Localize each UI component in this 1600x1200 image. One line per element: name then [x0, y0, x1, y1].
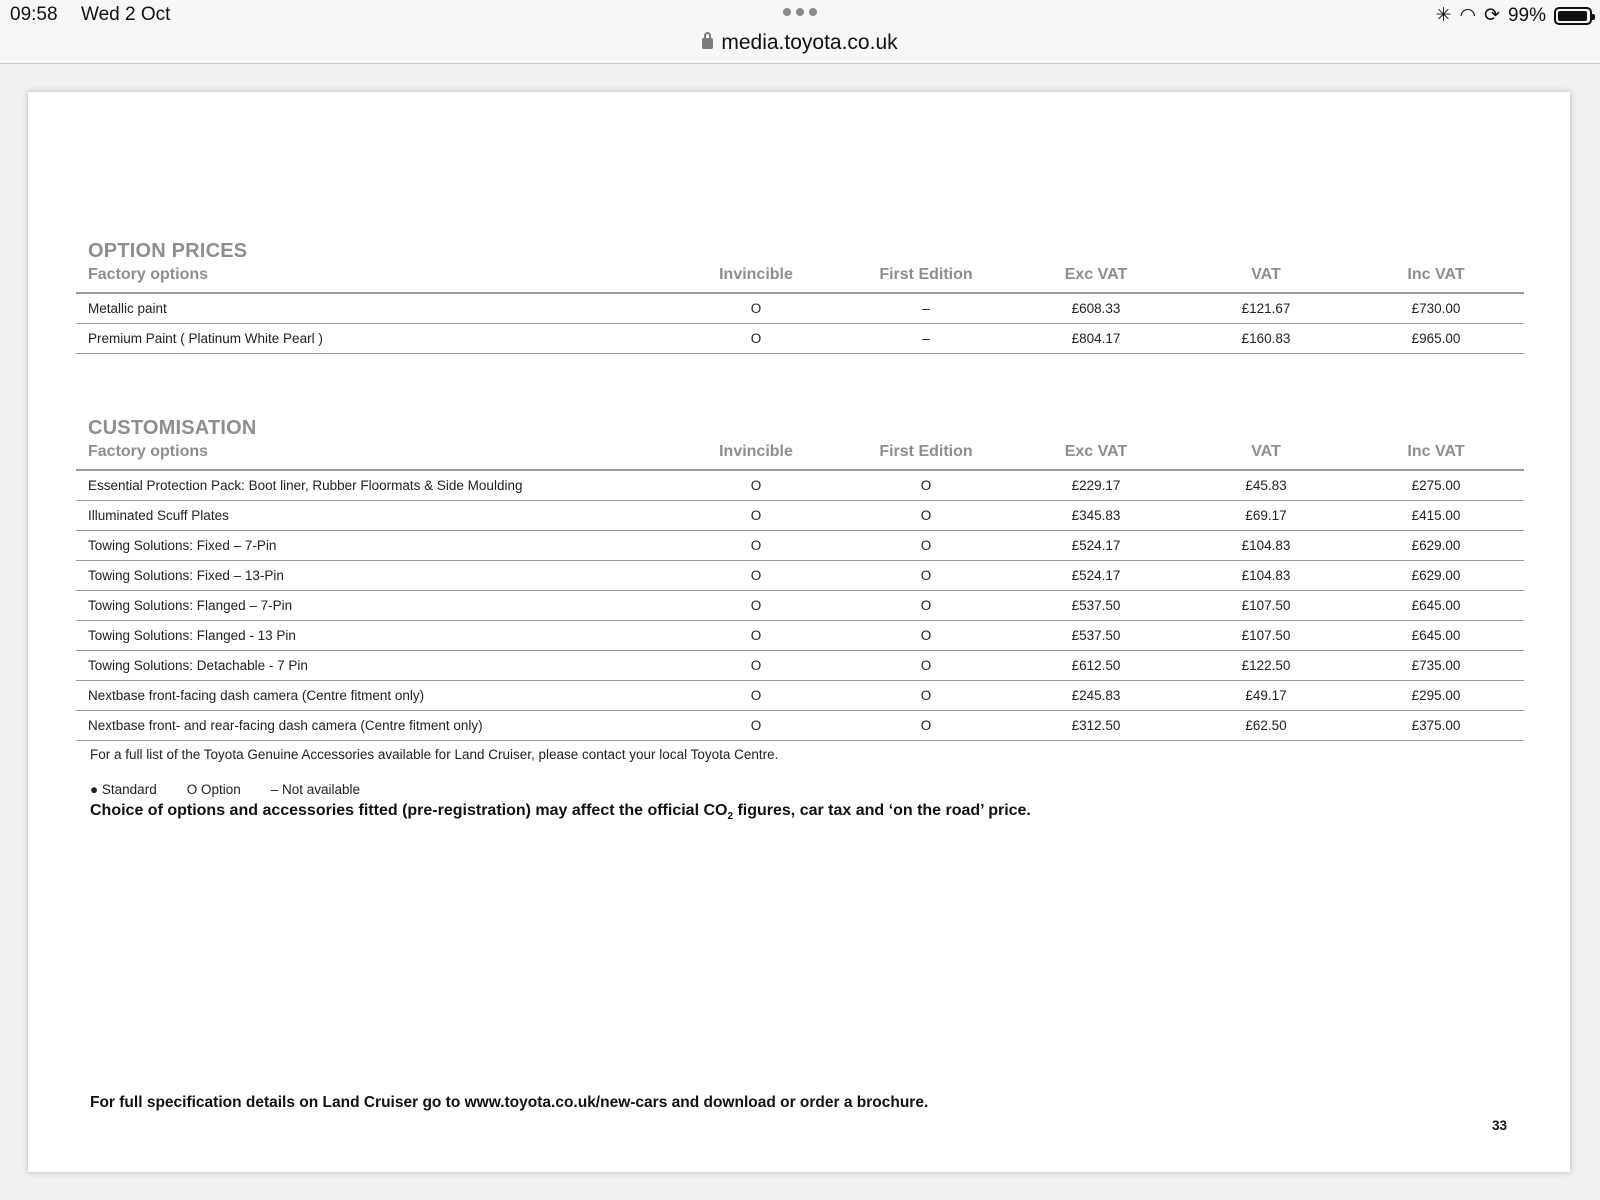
accessories-note: For a full list of the Toyota Genuine Accessories available for Land Cruiser, please contact your local Toyota Centre.	[90, 747, 779, 762]
row-vat: £160.83	[1241, 331, 1291, 346]
row-option-name: Towing Solutions: Fixed – 13-Pin	[88, 568, 284, 583]
address-bar[interactable]	[0, 31, 1600, 55]
header-first-edition: First Edition	[879, 443, 973, 460]
table-row	[76, 591, 1524, 621]
row-exc-vat: £608.33	[1071, 301, 1121, 316]
document-page	[28, 92, 1570, 1172]
status-date: Wed 2 Oct	[81, 4, 171, 25]
row-inc-vat: £645.00	[1411, 628, 1461, 643]
row-inc-vat: £965.00	[1411, 331, 1461, 346]
row-inc-vat: £415.00	[1411, 508, 1461, 523]
header-inc-vat: Inc VAT	[1407, 266, 1465, 283]
header-factory-options: Factory options	[88, 443, 209, 460]
table-row	[76, 681, 1524, 711]
row-invincible-mark: O	[750, 598, 762, 613]
table-row	[76, 501, 1524, 531]
table-row	[76, 471, 1524, 501]
row-option-name: Premium Paint ( Platinum White Pearl )	[88, 331, 323, 346]
customisation-title: CUSTOMISATION	[88, 417, 257, 439]
more-dots-icon[interactable]	[783, 8, 817, 16]
option-prices-table	[76, 264, 1524, 354]
row-vat: £121.67	[1241, 301, 1291, 316]
row-first-edition-mark: –	[922, 301, 930, 316]
row-exc-vat: £312.50	[1071, 718, 1121, 733]
header-exc-vat: Exc VAT	[1064, 266, 1128, 283]
row-inc-vat: £645.00	[1411, 598, 1461, 613]
table-header	[76, 441, 1524, 471]
row-exc-vat: £612.50	[1071, 658, 1121, 673]
footer-spec-note: For full specification details on Land Cruiser go to www.toyota.co.uk/new-cars and download or order a brochure.	[90, 1094, 929, 1111]
co2-disclaimer: Choice of options and accessories fitted (pre-registration) may affect the official $CO_2$ figures, car tax and ‘on the road’ price.	[90, 802, 1031, 823]
row-exc-vat: £245.83	[1071, 688, 1121, 703]
row-inc-vat: £275.00	[1411, 478, 1461, 493]
table-row	[76, 711, 1524, 741]
header-inc-vat: Inc VAT	[1407, 443, 1465, 460]
row-invincible-mark: O	[750, 508, 762, 523]
row-invincible-mark: O	[750, 688, 762, 703]
row-vat: £104.83	[1241, 568, 1291, 583]
url-text: media.toyota.co.uk	[721, 31, 898, 54]
row-exc-vat: £229.17	[1071, 478, 1121, 493]
row-exc-vat: £345.83	[1071, 508, 1121, 523]
row-first-edition-mark: O	[920, 628, 932, 643]
battery-icon	[1554, 7, 1592, 25]
row-vat: £45.83	[1245, 478, 1287, 493]
status-time: 09:58	[10, 4, 58, 25]
ios-status-bar	[0, 0, 1600, 64]
row-vat: £122.50	[1241, 658, 1291, 673]
customisation-table	[76, 441, 1524, 741]
row-invincible-mark: O	[750, 538, 762, 553]
status-indicators	[1436, 4, 1592, 27]
row-vat: £107.50	[1241, 628, 1291, 643]
row-vat: £104.83	[1241, 538, 1291, 553]
lock-icon	[702, 38, 713, 49]
row-option-name: Nextbase front- and rear-facing dash camera (Centre fitment only)	[88, 718, 483, 733]
row-option-name: Towing Solutions: Flanged - 13 Pin	[88, 628, 296, 643]
row-inc-vat: £295.00	[1411, 688, 1461, 703]
row-invincible-mark: O	[750, 628, 762, 643]
row-invincible-mark: O	[750, 658, 762, 673]
row-vat: £107.50	[1241, 598, 1291, 613]
row-option-name: Essential Protection Pack: Boot liner, Rubber Floormats & Side Moulding	[88, 478, 523, 493]
row-first-edition-mark: O	[920, 538, 932, 553]
header-invincible: Invincible	[719, 266, 793, 283]
option-prices-rows	[76, 294, 1524, 354]
row-first-edition-mark: O	[920, 688, 932, 703]
row-first-edition-mark: O	[920, 478, 932, 493]
row-exc-vat: £537.50	[1071, 598, 1121, 613]
table-row	[76, 531, 1524, 561]
row-exc-vat: £537.50	[1071, 628, 1121, 643]
row-first-edition-mark: O	[920, 508, 932, 523]
legend-standard: ● Standard	[90, 782, 157, 797]
row-invincible-mark: O	[750, 478, 762, 493]
option-prices-title: OPTION PRICES	[88, 240, 248, 262]
row-first-edition-mark: O	[920, 598, 932, 613]
table-row	[76, 294, 1524, 324]
orientation-lock-icon: ⟳	[1484, 5, 1500, 26]
row-invincible-mark: O	[750, 718, 762, 733]
page-number: 33	[1492, 1118, 1508, 1133]
row-exc-vat: £524.17	[1071, 538, 1121, 553]
table-header	[76, 264, 1524, 294]
row-exc-vat: £524.17	[1071, 568, 1121, 583]
legend-not-available: – Not available	[270, 782, 361, 797]
row-vat: £49.17	[1245, 688, 1287, 703]
row-exc-vat: £804.17	[1071, 331, 1121, 346]
row-invincible-mark: O	[750, 568, 762, 583]
wifi-icon: ◠	[1459, 5, 1477, 26]
row-option-name: Nextbase front-facing dash camera (Centre fitment only)	[88, 688, 425, 703]
table-row	[76, 651, 1524, 681]
table-row	[76, 621, 1524, 651]
row-option-name: Illuminated Scuff Plates	[88, 508, 229, 523]
legend	[90, 782, 360, 797]
row-first-edition-mark: O	[920, 658, 932, 673]
customisation-rows	[76, 471, 1524, 741]
row-inc-vat: £375.00	[1411, 718, 1461, 733]
table-row	[76, 561, 1524, 591]
row-vat: £69.17	[1245, 508, 1287, 523]
battery-percent: 99%	[1507, 4, 1546, 26]
legend-option: O Option	[186, 782, 241, 797]
row-inc-vat: £629.00	[1411, 538, 1461, 553]
row-option-name: Towing Solutions: Flanged – 7-Pin	[88, 598, 293, 613]
header-exc-vat: Exc VAT	[1064, 443, 1128, 460]
row-invincible-mark: O	[750, 301, 762, 316]
row-option-name: Towing Solutions: Fixed – 7-Pin	[88, 538, 277, 553]
row-first-edition-mark: O	[920, 718, 932, 733]
row-inc-vat: £735.00	[1411, 658, 1461, 673]
header-invincible: Invincible	[719, 443, 793, 460]
header-first-edition: First Edition	[879, 266, 973, 283]
row-inc-vat: £730.00	[1411, 301, 1461, 316]
activity-icon: ✳	[1435, 5, 1452, 26]
row-invincible-mark: O	[750, 331, 762, 346]
row-vat: £62.50	[1245, 718, 1287, 733]
row-first-edition-mark: O	[920, 568, 932, 583]
header-vat: VAT	[1251, 443, 1281, 460]
row-option-name: Towing Solutions: Detachable - 7 Pin	[88, 658, 308, 673]
header-factory-options: Factory options	[88, 266, 209, 283]
table-row	[76, 324, 1524, 354]
row-inc-vat: £629.00	[1411, 568, 1461, 583]
row-first-edition-mark: –	[922, 331, 930, 346]
header-vat: VAT	[1251, 266, 1281, 283]
row-option-name: Metallic paint	[88, 301, 167, 316]
